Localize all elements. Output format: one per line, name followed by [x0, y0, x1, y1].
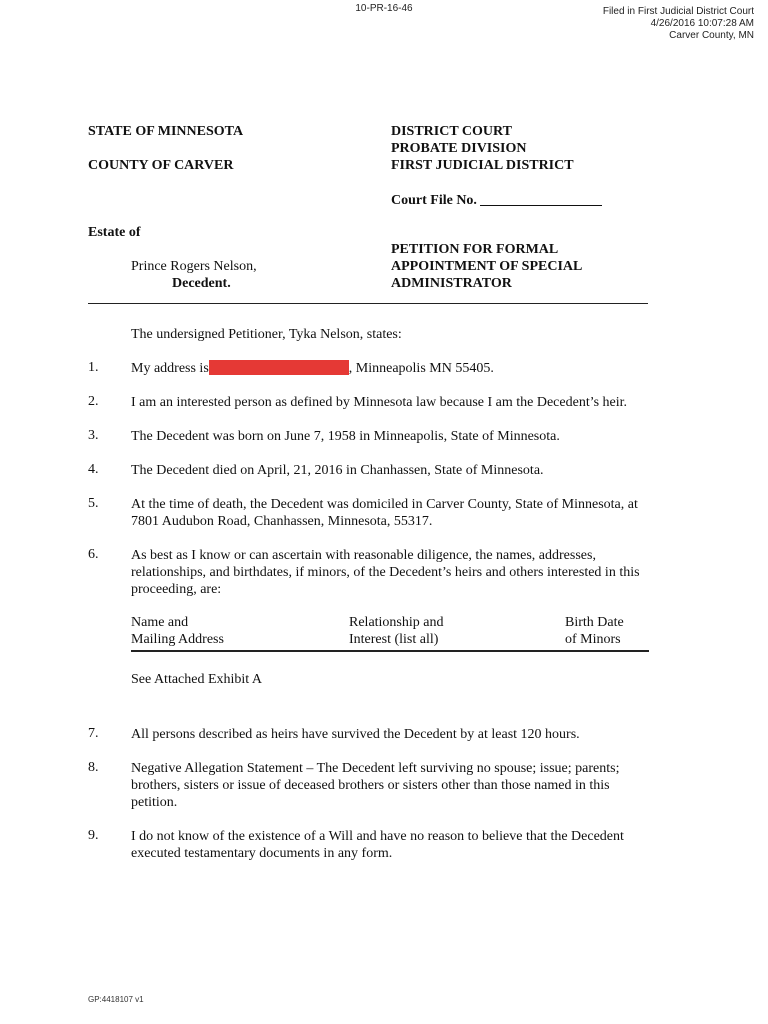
item-number: 9.	[88, 828, 99, 843]
caption-state: STATE OF MINNESOTA	[88, 124, 244, 139]
table-header-rule	[131, 650, 649, 652]
table-header-name	[131, 614, 224, 648]
item-number: 6.	[88, 547, 99, 562]
court-file-no	[391, 192, 602, 209]
court-division: PROBATE DIVISION	[391, 141, 527, 156]
exhibit-note: See Attached Exhibit A	[131, 672, 263, 687]
petition-intro: The undersigned Petitioner, Tyka Nelson, states:	[131, 327, 402, 342]
address-suffix: , Minneapolis MN 55405.	[348, 361, 494, 376]
caption-county: COUNTY OF CARVER	[88, 158, 234, 173]
petition-title	[391, 241, 582, 292]
col-birthdate-line-2: of Minors	[565, 632, 621, 647]
item-2-text: I am an interested person as defined by Minnesota law because I am the Decedent’s heir.	[131, 395, 628, 410]
title-line-1: PETITION FOR FORMAL	[391, 242, 559, 257]
col-relationship-line-1: Relationship and	[349, 615, 444, 630]
estate-of: Estate of	[88, 225, 141, 240]
address-prefix: My address is	[131, 361, 209, 376]
filed-line-3: Carver County, MN	[669, 30, 754, 41]
title-line-2: APPOINTMENT OF SPECIAL	[391, 259, 583, 274]
redaction-box	[209, 360, 349, 375]
col-relationship-line-2: Interest (list all)	[349, 632, 439, 647]
filed-stamp	[603, 6, 754, 42]
table-header-relationship	[349, 614, 444, 648]
item-number: 7.	[88, 726, 99, 741]
col-birthdate-line-1: Birth Date	[565, 615, 624, 630]
item-3-text: The Decedent was born on June 7, 1958 in Minneapolis, State of Minnesota.	[131, 429, 560, 444]
item-5-text: At the time of death, the Decedent was domiciled in Carver County, State of Minnesota, at 7801 Audubon Road, Chanhassen, Minnesota, 55317.	[131, 497, 638, 529]
case-number: 10-PR-16-46	[355, 3, 413, 14]
caption-divider	[88, 303, 648, 304]
table-header-birthdate	[565, 614, 624, 648]
item-number: 8.	[88, 760, 99, 775]
col-name-line-1: Name and	[131, 615, 189, 630]
item-7-text: All persons described as heirs have survived the Decedent by at least 120 hours.	[131, 727, 580, 742]
item-number: 1.	[88, 360, 99, 375]
filed-line-2: 4/26/2016 10:07:28 AM	[650, 18, 754, 29]
item-number: 5.	[88, 496, 99, 511]
item-number: 4.	[88, 462, 99, 477]
item-8-text: Negative Allegation Statement – The Decedent left surviving no spouse; issue; parents; brothers, sisters or issue of deceased brothers or sisters other than those named in this petition.	[131, 761, 620, 810]
item-number: 2.	[88, 394, 99, 409]
item-9-text: I do not know of the existence of a Will and have no reason to believe that the Decedent executed testamentary documents in any form.	[131, 829, 624, 861]
document-id: GP:4418107 v1	[88, 995, 144, 1004]
caption-court	[391, 123, 574, 174]
title-line-3: ADMINISTRATOR	[391, 276, 512, 291]
decedent-name: Prince Rogers Nelson,	[131, 259, 257, 274]
court-file-no-label: Court File No.	[391, 193, 477, 208]
item-1-address	[131, 360, 651, 377]
decedent-label: Decedent.	[172, 276, 231, 291]
court-name: DISTRICT COURT	[391, 124, 513, 139]
court-file-no-blank	[480, 193, 602, 206]
court-district: FIRST JUDICIAL DISTRICT	[391, 158, 574, 173]
item-4-text: The Decedent died on April, 21, 2016 in Chanhassen, State of Minnesota.	[131, 463, 544, 478]
item-number: 3.	[88, 428, 99, 443]
item-6-text: As best as I know or can ascertain with reasonable diligence, the names, addresses, relationships, and birthdates, if minors, of the Decedent’s heirs and others interested in this proceeding, are:	[131, 548, 640, 597]
col-name-line-2: Mailing Address	[131, 632, 224, 647]
filed-line-1: Filed in First Judicial District Court	[602, 6, 754, 17]
